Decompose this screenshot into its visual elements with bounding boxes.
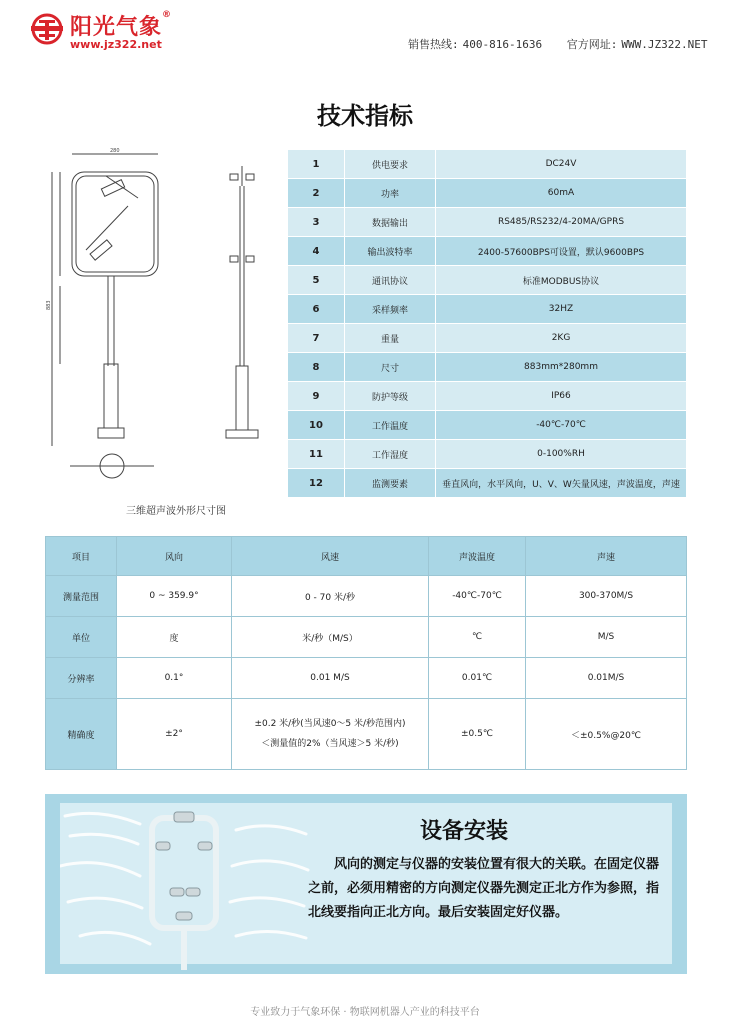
spec-value: 标准MODBUS协议 xyxy=(436,266,687,295)
table-cell: 0.01M/S xyxy=(526,658,687,699)
table-cell: ＜±0.5%@20℃ xyxy=(526,699,687,770)
contact-info xyxy=(408,36,711,52)
table-cell: 度 xyxy=(117,617,232,658)
spec-name: 工作湿度 xyxy=(345,440,436,469)
spec-number: 12 xyxy=(288,469,345,498)
spec-number: 6 xyxy=(288,295,345,324)
spec-number: 4 xyxy=(288,237,345,266)
spec-number: 3 xyxy=(288,208,345,237)
header-wind-direction: 风向 xyxy=(117,537,232,576)
table-row xyxy=(46,699,687,770)
row-label: 分辨率 xyxy=(46,658,117,699)
table-row xyxy=(46,617,687,658)
spec-number: 2 xyxy=(288,179,345,208)
spec-name: 采样频率 xyxy=(345,295,436,324)
table-cell: 米/秒（M/S） xyxy=(232,617,429,658)
svg-text:280: 280 xyxy=(110,148,120,154)
header-item: 项目 xyxy=(46,537,117,576)
install-title: 设备安装 xyxy=(420,819,509,844)
spec-row xyxy=(288,237,687,266)
spec-name: 尺寸 xyxy=(345,353,436,382)
spec-value: 0-100%RH xyxy=(436,440,687,469)
spec-name: 输出波特率 xyxy=(345,237,436,266)
spec-row xyxy=(288,150,687,179)
spec-number: 11 xyxy=(288,440,345,469)
spec-row xyxy=(288,266,687,295)
page-title: 技术指标 xyxy=(317,102,413,130)
table-cell: ±2° xyxy=(117,699,232,770)
spec-value: DC24V xyxy=(436,150,687,179)
spec-table xyxy=(287,149,687,498)
website-label: 官方网址: xyxy=(566,38,618,51)
spec-row xyxy=(288,295,687,324)
anemometer-illustration-icon xyxy=(60,806,310,970)
dimension-drawing xyxy=(46,146,276,516)
table-cell: 0.01℃ xyxy=(429,658,526,699)
spec-value: 2KG xyxy=(436,324,687,353)
registered-mark: ® xyxy=(162,10,173,20)
spec-number: 10 xyxy=(288,411,345,440)
brand-url: www.jz322.net xyxy=(70,38,162,51)
table-cell xyxy=(232,699,429,770)
table-row xyxy=(46,658,687,699)
website-link[interactable]: WWW.JZ322.NET xyxy=(621,38,708,51)
table-cell: 0.1° xyxy=(117,658,232,699)
table-cell: ℃ xyxy=(429,617,526,658)
spec-row xyxy=(288,179,687,208)
spec-name: 防护等级 xyxy=(345,382,436,411)
brand-name: 阳光气象® xyxy=(70,10,173,40)
spec-value: 883mm*280mm xyxy=(436,353,687,382)
header-sound-speed: 声速 xyxy=(526,537,687,576)
spec-value: IP66 xyxy=(436,382,687,411)
table-cell: 0.01 M/S xyxy=(232,658,429,699)
row-label: 测量范围 xyxy=(46,576,117,617)
spec-row xyxy=(288,411,687,440)
accuracy-line-1: ±0.2 米/秒(当风速0～5 米/秒范围内) xyxy=(254,719,406,729)
spec-number: 8 xyxy=(288,353,345,382)
header-sound-temp: 声波温度 xyxy=(429,537,526,576)
spec-number: 5 xyxy=(288,266,345,295)
spec-name: 供电要求 xyxy=(345,150,436,179)
spec-value: 32HZ xyxy=(436,295,687,324)
parameter-table xyxy=(45,536,687,770)
hotline-label: 销售热线: xyxy=(408,38,459,51)
row-label: 精确度 xyxy=(46,699,117,770)
company-logo[interactable] xyxy=(30,8,230,56)
spec-number: 9 xyxy=(288,382,345,411)
row-label: 单位 xyxy=(46,617,117,658)
spec-row xyxy=(288,208,687,237)
svg-text:883: 883 xyxy=(46,300,52,310)
spec-number: 1 xyxy=(288,150,345,179)
table-cell: 300-370M/S xyxy=(526,576,687,617)
table-cell: 0 - 70 米/秒 xyxy=(232,576,429,617)
table-cell: ±0.5℃ xyxy=(429,699,526,770)
spec-value: -40℃-70℃ xyxy=(436,411,687,440)
spec-name: 监测要素 xyxy=(345,469,436,498)
spec-number: 7 xyxy=(288,324,345,353)
drawing-caption: 三维超声波外形尺寸图 xyxy=(126,506,226,517)
header-wind-speed: 风速 xyxy=(232,537,429,576)
spec-row xyxy=(288,440,687,469)
table-row xyxy=(46,576,687,617)
spec-name: 工作温度 xyxy=(345,411,436,440)
spec-value: 60mA xyxy=(436,179,687,208)
spec-value: RS485/RS232/4-20MA/GPRS xyxy=(436,208,687,237)
accuracy-line-2: ＜测量值的2%（当风速＞5 米/秒) xyxy=(261,739,399,749)
spec-name: 通讯协议 xyxy=(345,266,436,295)
install-description: 风向的测定与仪器的安装位置有很大的关联。在固定仪器之前，必须用精密的方向测定仪器先测定正北方作为参照，指北线要指向正北方向。最后安装固定好仪器。 xyxy=(308,857,660,920)
spec-row xyxy=(288,469,687,498)
spec-row xyxy=(288,324,687,353)
footer-slogan: 专业致力于气象环保 · 物联网机器人产业的科技平台 xyxy=(250,1007,480,1018)
spec-value: 2400-57600BPS可设置，默认9600BPS xyxy=(436,237,687,266)
parameter-header-row xyxy=(46,537,687,576)
spec-value: 垂直风向，水平风向，U、V、W矢量风速，声波温度，声速 xyxy=(436,469,687,498)
spec-row xyxy=(288,382,687,411)
table-cell: M/S xyxy=(526,617,687,658)
spec-name: 重量 xyxy=(345,324,436,353)
spec-row xyxy=(288,353,687,382)
table-cell: 0 ~ 359.9° xyxy=(117,576,232,617)
spec-name: 数据输出 xyxy=(345,208,436,237)
table-cell: -40℃-70℃ xyxy=(429,576,526,617)
hotline-number: 400-816-1636 xyxy=(462,38,543,51)
logo-mark-icon xyxy=(30,12,64,46)
spec-name: 功率 xyxy=(345,179,436,208)
